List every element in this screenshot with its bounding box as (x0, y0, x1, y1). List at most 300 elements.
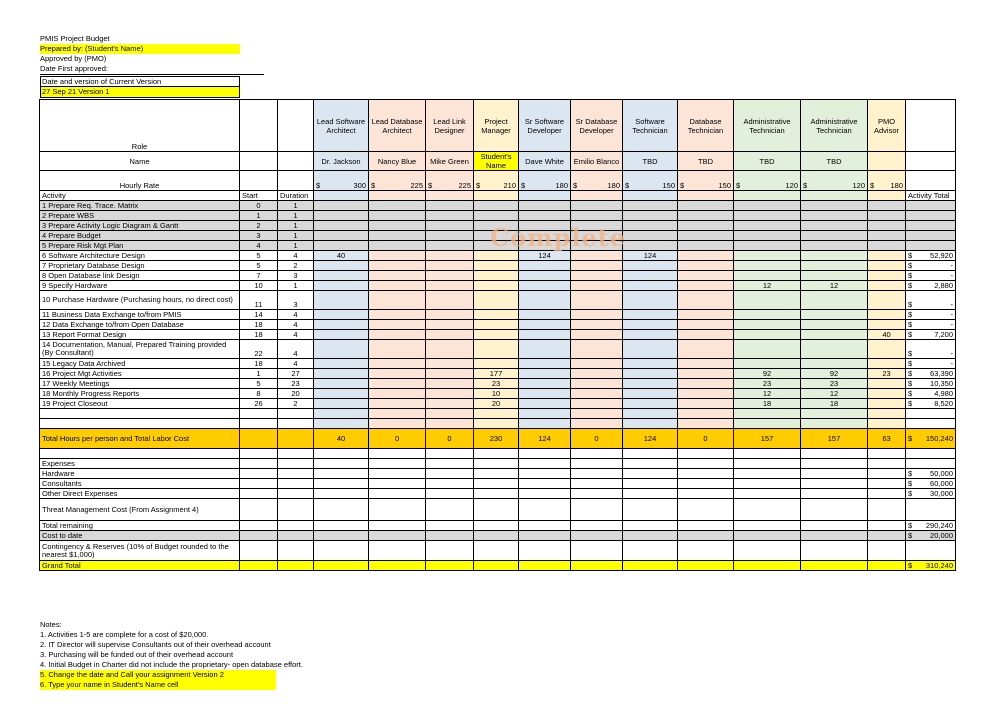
hours-cell[interactable] (426, 359, 474, 369)
hours-cell[interactable]: 12 (801, 389, 868, 399)
hours-cell[interactable] (314, 379, 369, 389)
hours-cell[interactable] (678, 320, 734, 330)
hours-cell[interactable] (426, 281, 474, 291)
activity-name[interactable]: 9 Specify Hardware (40, 281, 240, 291)
hours-cell[interactable] (519, 201, 571, 211)
hours-cell[interactable] (734, 330, 801, 340)
hours-cell[interactable] (678, 359, 734, 369)
hours-cell[interactable] (474, 291, 519, 310)
hours-cell[interactable] (474, 261, 519, 271)
hours-cell[interactable] (426, 271, 474, 281)
hourly-rate[interactable] (369, 171, 426, 191)
hourly-rate[interactable] (314, 171, 369, 191)
hours-cell[interactable] (314, 320, 369, 330)
hours-cell[interactable] (369, 359, 426, 369)
hours-cell[interactable] (623, 211, 678, 221)
hours-cell[interactable] (678, 310, 734, 320)
hours-cell[interactable]: 23 (474, 379, 519, 389)
hours-cell[interactable]: 12 (801, 281, 868, 291)
hours-cell[interactable] (801, 340, 868, 359)
hours-cell[interactable] (734, 251, 801, 261)
hours-cell[interactable] (426, 211, 474, 221)
activity-duration[interactable]: 1 (278, 221, 314, 231)
hours-cell[interactable] (678, 261, 734, 271)
person-name[interactable]: TBD (801, 152, 868, 171)
hours-cell[interactable] (678, 231, 734, 241)
role-header[interactable]: Database Technician (678, 100, 734, 152)
hours-cell[interactable] (868, 251, 906, 261)
hours-cell[interactable] (734, 221, 801, 231)
hours-cell[interactable] (314, 221, 369, 231)
activity-duration[interactable]: 4 (278, 310, 314, 320)
hours-cell[interactable] (369, 379, 426, 389)
activity-start[interactable]: 14 (240, 310, 278, 320)
hours-cell[interactable] (868, 389, 906, 399)
hours-cell[interactable] (571, 320, 623, 330)
activity-start[interactable]: 1 (240, 211, 278, 221)
role-header[interactable]: Administrative Technician (801, 100, 868, 152)
activity-name[interactable]: 3 Prepare Activity Logic Diagram & Gantt (40, 221, 240, 231)
role-header[interactable]: PMO Advisor (868, 100, 906, 152)
hours-cell[interactable] (519, 320, 571, 330)
activity-name[interactable]: 17 Weekly Meetings (40, 379, 240, 389)
hours-cell[interactable] (426, 241, 474, 251)
hours-cell[interactable] (678, 379, 734, 389)
hours-cell[interactable] (734, 320, 801, 330)
activity-start[interactable]: 18 (240, 359, 278, 369)
role-header[interactable]: Sr Software Developer (519, 100, 571, 152)
hours-cell[interactable] (314, 389, 369, 399)
role-header[interactable]: Lead Link Designer (426, 100, 474, 152)
hours-cell[interactable] (571, 379, 623, 389)
activity-total (906, 330, 956, 340)
activity-name[interactable]: 10 Purchase Hardware (Purchasing hours, no direct cost) (40, 291, 240, 310)
hours-cell[interactable] (369, 389, 426, 399)
hours-cell[interactable] (734, 231, 801, 241)
hours-cell[interactable] (801, 241, 868, 251)
hours-cell[interactable] (623, 330, 678, 340)
activity-start[interactable]: 26 (240, 399, 278, 409)
hours-cell[interactable] (734, 291, 801, 310)
activity-duration[interactable]: 4 (278, 359, 314, 369)
hours-cell[interactable] (734, 359, 801, 369)
hours-cell[interactable]: 92 (801, 369, 868, 379)
hourly-rate[interactable] (734, 171, 801, 191)
activity-start[interactable]: 18 (240, 320, 278, 330)
hours-cell[interactable] (314, 369, 369, 379)
hours-cell[interactable] (369, 320, 426, 330)
hours-cell[interactable] (571, 281, 623, 291)
hours-cell[interactable] (369, 330, 426, 340)
hours-cell[interactable] (369, 201, 426, 211)
hours-cell[interactable] (571, 330, 623, 340)
activity-start[interactable]: 5 (240, 379, 278, 389)
hourly-rate[interactable] (519, 171, 571, 191)
activity-duration[interactable]: 4 (278, 330, 314, 340)
activity-name[interactable]: 1 Prepare Req. Trace. Matrix (40, 201, 240, 211)
hours-cell[interactable] (426, 320, 474, 330)
activity-duration[interactable]: 4 (278, 340, 314, 359)
activity-name[interactable]: 11 Business Data Exchange to/from PMIS (40, 310, 240, 320)
activity-duration[interactable]: 1 (278, 231, 314, 241)
hours-cell[interactable] (519, 271, 571, 281)
activity-name[interactable]: 13 Report Format Design (40, 330, 240, 340)
hours-cell[interactable] (519, 281, 571, 291)
hours-cell[interactable] (678, 399, 734, 409)
hours-cell[interactable] (623, 281, 678, 291)
activity-start[interactable]: 5 (240, 251, 278, 261)
hourly-rate[interactable] (623, 171, 678, 191)
activity-start[interactable]: 5 (240, 261, 278, 271)
hours-cell[interactable] (314, 241, 369, 251)
hours-cell[interactable] (801, 310, 868, 320)
activity-start[interactable]: 2 (240, 221, 278, 231)
hours-cell[interactable] (678, 389, 734, 399)
hours-cell[interactable] (734, 211, 801, 221)
role-header[interactable]: Software Technician (623, 100, 678, 152)
activity-duration[interactable]: 1 (278, 281, 314, 291)
hours-cell[interactable] (426, 201, 474, 211)
hours-cell[interactable] (314, 281, 369, 291)
hours-cell[interactable] (369, 291, 426, 310)
hours-cell[interactable] (369, 399, 426, 409)
hours-cell[interactable] (426, 399, 474, 409)
activity-name[interactable]: 7 Proprietary Database Design (40, 261, 240, 271)
hours-cell[interactable] (571, 399, 623, 409)
hours-cell[interactable] (623, 310, 678, 320)
hours-cell[interactable]: 12 (734, 281, 801, 291)
hours-cell[interactable] (426, 291, 474, 310)
hours-cell[interactable] (571, 389, 623, 399)
activity-start[interactable]: 11 (240, 291, 278, 310)
activity-start[interactable]: 10 (240, 281, 278, 291)
hours-cell[interactable] (426, 389, 474, 399)
hours-cell[interactable] (868, 241, 906, 251)
hours-cell[interactable] (519, 369, 571, 379)
activity-start[interactable]: 3 (240, 231, 278, 241)
hours-cell[interactable] (623, 221, 678, 231)
hourly-rate[interactable] (426, 171, 474, 191)
hours-cell[interactable] (801, 201, 868, 211)
hours-cell[interactable] (623, 340, 678, 359)
hours-cell[interactable] (678, 241, 734, 251)
hours-cell[interactable] (369, 310, 426, 320)
hours-cell[interactable] (801, 261, 868, 271)
activity-name[interactable]: 14 Documentation, Manual, Prepared Training provided (By Consultant) (40, 340, 240, 359)
person-name[interactable]: TBD (734, 152, 801, 171)
hours-cell[interactable] (678, 221, 734, 231)
hours-cell[interactable]: 23 (868, 369, 906, 379)
hours-cell[interactable] (314, 310, 369, 320)
hours-cell[interactable] (623, 201, 678, 211)
hours-cell[interactable] (678, 330, 734, 340)
activity-duration[interactable]: 23 (278, 379, 314, 389)
person-name[interactable]: Mike Green (426, 152, 474, 171)
person-name[interactable] (868, 152, 906, 171)
hours-cell[interactable] (623, 231, 678, 241)
hours-cell[interactable] (571, 271, 623, 281)
hours-cell[interactable] (623, 271, 678, 281)
activity-name[interactable]: 12 Data Exchange to/from Open Database (40, 320, 240, 330)
hours-cell[interactable] (678, 340, 734, 359)
hours-cell[interactable] (868, 261, 906, 271)
hours-cell[interactable] (369, 340, 426, 359)
hours-cell[interactable] (801, 211, 868, 221)
hours-cell[interactable] (734, 201, 801, 211)
hours-cell[interactable] (426, 251, 474, 261)
blank-label (40, 449, 240, 459)
activity-name[interactable]: 15 Legacy Data Archived (40, 359, 240, 369)
hours-cell[interactable] (314, 359, 369, 369)
hours-cell[interactable] (571, 211, 623, 221)
hours-cell[interactable]: 10 (474, 389, 519, 399)
hours-cell[interactable] (678, 251, 734, 261)
activity-name[interactable]: 5 Prepare Risk Mgt Plan (40, 241, 240, 251)
hours-cell[interactable] (426, 231, 474, 241)
hours-cell[interactable] (519, 359, 571, 369)
total-remaining-value (906, 521, 956, 531)
hours-cell[interactable]: 40 (314, 251, 369, 261)
expenses-value (906, 459, 956, 469)
hours-cell[interactable] (801, 221, 868, 231)
hours-cell[interactable]: 124 (623, 251, 678, 261)
activity-name[interactable]: 16 Project Mgt Activities (40, 369, 240, 379)
hours-cell[interactable] (369, 271, 426, 281)
hours-cell[interactable] (314, 261, 369, 271)
hours-cell[interactable] (369, 241, 426, 251)
hours-cell[interactable] (678, 369, 734, 379)
hours-cell[interactable] (519, 211, 571, 221)
activity-start[interactable]: 0 (240, 201, 278, 211)
activity-duration[interactable]: 2 (278, 399, 314, 409)
hours-cell[interactable] (734, 271, 801, 281)
activity-total (906, 399, 956, 409)
hours-cell[interactable] (519, 399, 571, 409)
hours-cell[interactable] (519, 340, 571, 359)
hours-cell[interactable] (678, 281, 734, 291)
hours-cell[interactable] (571, 251, 623, 261)
amount: 50,000 (930, 469, 953, 478)
hours-cell[interactable]: 12 (734, 389, 801, 399)
hours-cell[interactable] (801, 359, 868, 369)
hours-cell[interactable]: 23 (734, 379, 801, 389)
hours-cell[interactable] (314, 271, 369, 281)
hours-cell[interactable] (868, 291, 906, 310)
hours-cell[interactable] (314, 340, 369, 359)
hours-cell[interactable] (426, 379, 474, 389)
activity-name[interactable]: 2 Prepare WBS (40, 211, 240, 221)
hours-cell[interactable] (571, 261, 623, 271)
current-version[interactable]: 27 Sep 21 Version 1 (40, 86, 240, 98)
activity-name[interactable]: 19 Project Closeout (40, 399, 240, 409)
activity-name[interactable]: 6 Software Architecture Design (40, 251, 240, 261)
hours-cell[interactable] (571, 359, 623, 369)
hours-cell[interactable] (474, 201, 519, 211)
activity-name[interactable]: 18 Monthly Progress Reports (40, 389, 240, 399)
hourly-rate[interactable] (678, 171, 734, 191)
hours-cell[interactable]: 18 (734, 399, 801, 409)
hours-cell[interactable]: 40 (868, 330, 906, 340)
hours-cell[interactable] (623, 399, 678, 409)
activity-duration[interactable]: 1 (278, 201, 314, 211)
hours-cell[interactable] (369, 281, 426, 291)
activity-start[interactable]: 4 (240, 241, 278, 251)
hours-cell[interactable] (474, 281, 519, 291)
hours-cell[interactable] (868, 271, 906, 281)
hourly-rate[interactable] (868, 171, 906, 191)
hours-cell[interactable] (623, 291, 678, 310)
hours-cell[interactable] (868, 340, 906, 359)
hours-cell[interactable] (314, 231, 369, 241)
hours-cell[interactable] (868, 359, 906, 369)
role-header[interactable]: Lead Database Architect (369, 100, 426, 152)
hours-cell[interactable] (426, 369, 474, 379)
hours-cell[interactable] (868, 221, 906, 231)
activity-start[interactable]: 18 (240, 330, 278, 340)
hours-cell[interactable] (474, 320, 519, 330)
hourly-rate[interactable] (571, 171, 623, 191)
hours-cell[interactable] (314, 330, 369, 340)
activity-start[interactable]: 7 (240, 271, 278, 281)
hours-cell[interactable] (474, 359, 519, 369)
hours-cell[interactable] (314, 291, 369, 310)
hours-cell[interactable] (623, 241, 678, 251)
hours-cell[interactable] (571, 310, 623, 320)
person-name[interactable]: Emilio Blanco (571, 152, 623, 171)
hours-cell[interactable] (868, 320, 906, 330)
hours-cell[interactable] (623, 389, 678, 399)
hours-cell[interactable]: 92 (734, 369, 801, 379)
hours-cell[interactable] (678, 201, 734, 211)
hours-cell[interactable] (571, 340, 623, 359)
hours-cell[interactable] (369, 231, 426, 241)
hours-cell[interactable] (678, 271, 734, 281)
activity-duration[interactable]: 3 (278, 271, 314, 281)
hours-cell[interactable] (734, 261, 801, 271)
hours-cell[interactable] (623, 369, 678, 379)
hours-cell[interactable] (801, 251, 868, 261)
hours-cell[interactable] (369, 369, 426, 379)
hours-cell[interactable] (519, 389, 571, 399)
hours-cell[interactable] (868, 201, 906, 211)
hours-cell[interactable] (369, 211, 426, 221)
hours-cell[interactable] (734, 340, 801, 359)
person-name[interactable]: TBD (678, 152, 734, 171)
hours-cell[interactable] (868, 281, 906, 291)
role-header[interactable]: Lead Software Architect (314, 100, 369, 152)
hours-cell[interactable]: 18 (801, 399, 868, 409)
hours-cell[interactable] (519, 261, 571, 271)
hours-cell[interactable] (868, 399, 906, 409)
hours-cell[interactable] (801, 271, 868, 281)
activity-duration[interactable]: 4 (278, 320, 314, 330)
hours-cell[interactable] (868, 231, 906, 241)
hours-cell[interactable] (426, 340, 474, 359)
person-name[interactable]: Student's Name (474, 152, 519, 171)
activity-duration[interactable]: 20 (278, 389, 314, 399)
hours-cell[interactable] (314, 211, 369, 221)
hours-cell[interactable] (474, 251, 519, 261)
hours-cell[interactable] (868, 310, 906, 320)
person-name[interactable]: TBD (623, 152, 678, 171)
hourly-rate[interactable] (801, 171, 868, 191)
hours-cell[interactable] (623, 359, 678, 369)
hours-cell[interactable] (734, 241, 801, 251)
hours-cell[interactable] (519, 310, 571, 320)
hours-cell[interactable] (868, 379, 906, 389)
person-name[interactable]: Dave White (519, 152, 571, 171)
hours-cell[interactable] (474, 310, 519, 320)
activity-duration[interactable]: 3 (278, 291, 314, 310)
activity-start[interactable]: 22 (240, 340, 278, 359)
hours-cell[interactable] (801, 320, 868, 330)
hours-cell[interactable] (426, 310, 474, 320)
hours-cell[interactable] (519, 379, 571, 389)
hours-cell[interactable] (519, 291, 571, 310)
hours-cell[interactable] (369, 261, 426, 271)
role-header[interactable]: Administrative Technician (734, 100, 801, 152)
prepared-by[interactable]: Prepared by: (Student's Name) (40, 44, 240, 54)
hours-cell[interactable] (868, 211, 906, 221)
hours-cell[interactable] (571, 369, 623, 379)
hours-cell[interactable]: 23 (801, 379, 868, 389)
hours-cell[interactable] (678, 291, 734, 310)
hours-cell[interactable] (426, 261, 474, 271)
hours-cell[interactable] (801, 231, 868, 241)
hours-cell[interactable]: 124 (519, 251, 571, 261)
activity-name[interactable]: 8 Open Database link Design (40, 271, 240, 281)
hours-cell[interactable] (571, 291, 623, 310)
hours-cell[interactable] (474, 340, 519, 359)
hours-cell[interactable] (426, 221, 474, 231)
hours-cell[interactable] (801, 291, 868, 310)
hours-cell[interactable] (314, 201, 369, 211)
hours-cell[interactable] (474, 330, 519, 340)
hours-cell[interactable] (571, 201, 623, 211)
activity-duration[interactable]: 1 (278, 211, 314, 221)
hours-cell[interactable] (623, 379, 678, 389)
activity-duration[interactable]: 4 (278, 251, 314, 261)
person-name[interactable]: Nancy Blue (369, 152, 426, 171)
hours-cell[interactable] (426, 330, 474, 340)
hours-cell[interactable] (474, 211, 519, 221)
hours-cell[interactable]: 177 (474, 369, 519, 379)
activity-duration[interactable]: 1 (278, 241, 314, 251)
hours-cell[interactable] (734, 310, 801, 320)
activity-start[interactable]: 1 (240, 369, 278, 379)
role-header[interactable]: Project Manager (474, 100, 519, 152)
hours-cell[interactable] (519, 330, 571, 340)
hours-cell[interactable] (474, 271, 519, 281)
hours-cell[interactable] (623, 261, 678, 271)
activity-start[interactable]: 8 (240, 389, 278, 399)
hourly-rate[interactable] (474, 171, 519, 191)
hours-cell[interactable]: 20 (474, 399, 519, 409)
role-header[interactable]: Sr Database Developer (571, 100, 623, 152)
activity-duration[interactable]: 27 (278, 369, 314, 379)
hours-cell[interactable] (369, 251, 426, 261)
hours-cell[interactable] (801, 330, 868, 340)
hours-cell[interactable] (678, 211, 734, 221)
person-name[interactable]: Dr. Jackson (314, 152, 369, 171)
hours-cell[interactable] (369, 221, 426, 231)
activity-duration[interactable]: 2 (278, 261, 314, 271)
hours-cell[interactable] (623, 320, 678, 330)
hours-cell[interactable] (314, 399, 369, 409)
activity-name[interactable]: 4 Prepare Budget (40, 231, 240, 241)
amount: 20,000 (930, 531, 953, 540)
amount: - (950, 300, 953, 309)
